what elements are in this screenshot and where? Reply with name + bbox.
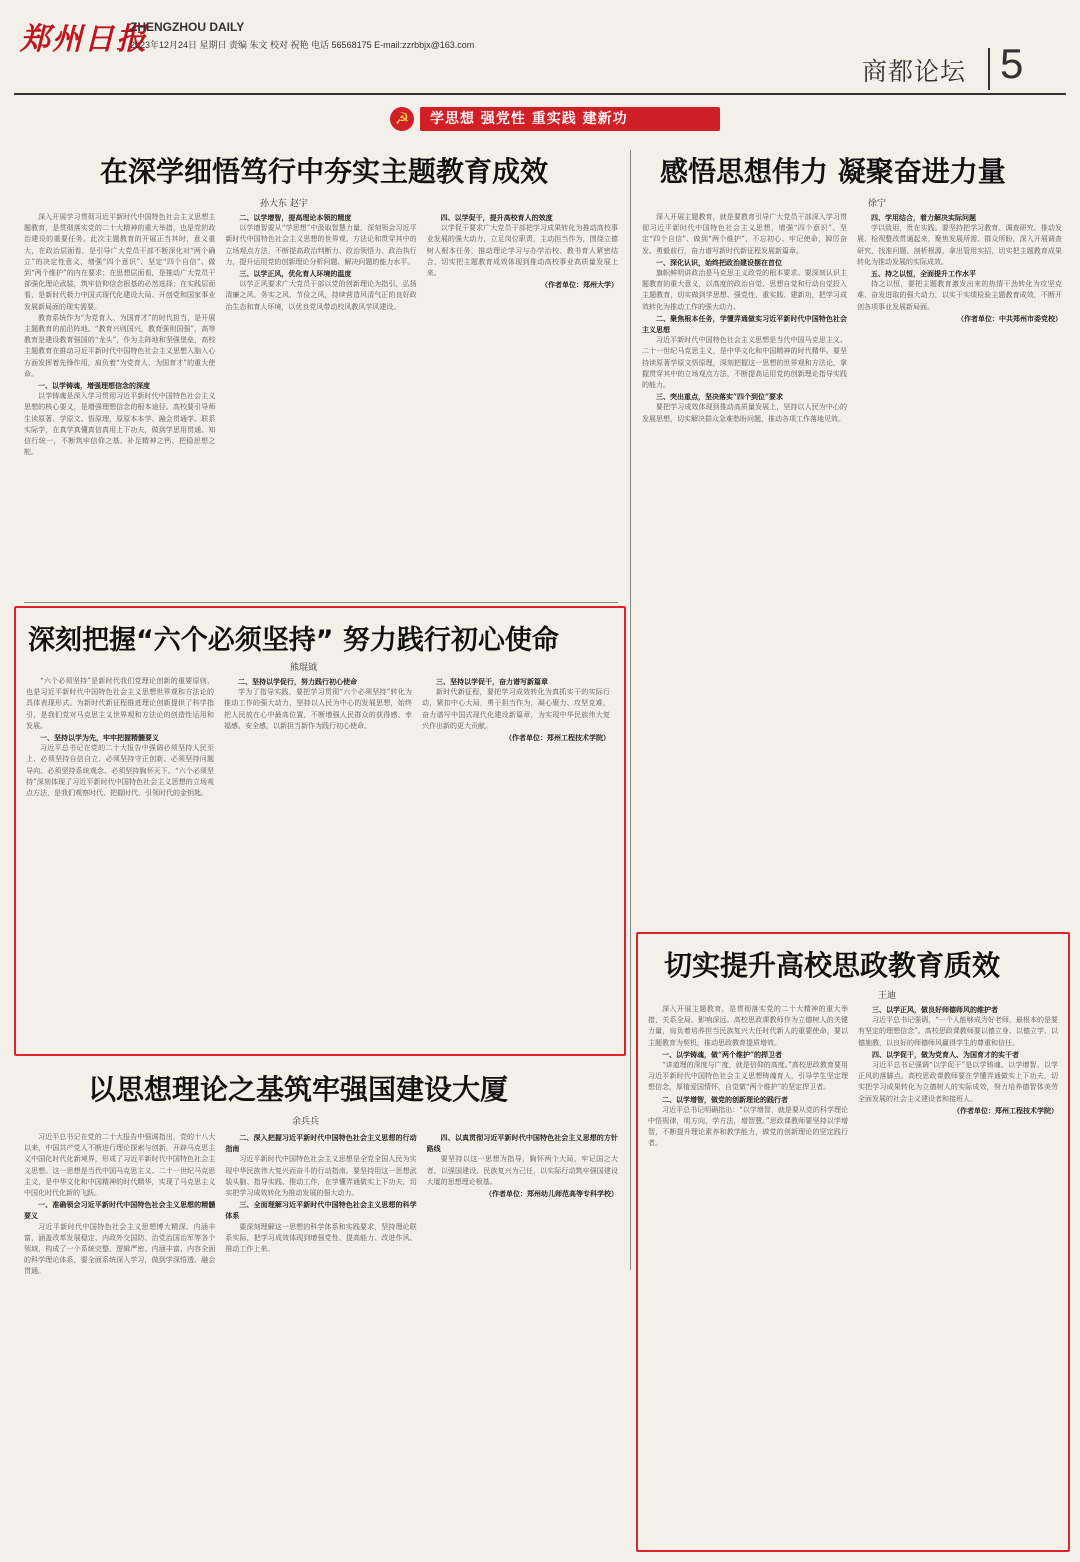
column-divider: [630, 150, 631, 1270]
dateline: 2023年12月24日 星期日 责编 朱文 校对 祝艳 电话 56568175 E-mail:zzrbbjx@163.com: [130, 40, 475, 50]
subheading: 二、以学增智，做党的创新理论的践行者: [662, 1094, 788, 1104]
paragraph: 以学促干要求广大党员干部把学习成果转化为推动高校事业发展的强大动力，立足岗位职责，主动担当作为，围绕立德树人根本任务，推动理论学习与办学治校、教书育人紧密结合，切实把主题教育成效体现到推动高校事业高质量发展上来。: [426, 224, 618, 278]
article-2-body: [642, 212, 1062, 946]
paragraph: 学以致用，贵在实践。要坚持把学习教育、调查研究、推动发展、检视整改贯通起来，聚焦发展所需、群众所盼，深入开展调查研究，找准问题、剖析根源，拿出管用实招，切实把主题教育成果转化为推动发展的实际成效。: [857, 224, 1062, 266]
paragraph: 以学增智要从“学思想”中汲取智慧力量，深刻领会习近平新时代中国特色社会主义思想的世界观、方法论和贯穿其中的立场观点方法，不断提高政治判断力、政治领悟力、政治执行力，提升运用党的创新理论分析问题、解决问题的能力水平。: [225, 224, 417, 266]
article-2-title: 感悟思想伟力 凝聚奋进力量: [660, 155, 1006, 188]
divider: [988, 48, 990, 90]
newspaper-logo: 郑州日报: [20, 22, 148, 57]
paragraph: “六个必须坚持”是新时代我们党理论创新的重要原则，也是习近平新时代中国特色社会主义思想世界观和方法论的具体表现形式。为新时代新征程推进理论创新提供了科学指引，是我们党对马克思主义世界观和方法论的创造性运用和发展。: [26, 677, 214, 730]
article-5-col: [858, 1004, 1058, 1542]
author-affiliation: （作者单位：郑州工程技术学院）: [953, 1105, 1058, 1115]
newspaper-english-name: ZHENGZHOU DAILY: [130, 20, 245, 34]
subheading: 四、学用结合，着力解决实际问题: [871, 213, 976, 222]
subheading: 二、聚焦根本任务，学懂弄通做实习近平新时代中国特色社会主义思想: [642, 313, 847, 335]
article-4-title: 以思想理论之基筑牢强国建设大厦: [88, 1073, 509, 1106]
subheading: 一、坚持以学为先，牢牢把握精髓要义: [40, 733, 159, 743]
author-affiliation: （作者单位：郑州工程技术学院）: [505, 733, 610, 743]
paragraph: 要坚持以这一思想为指导，胸怀两个大局，牢记国之大者，以强国建设、民族复兴为己任，以实际行动筑牢强国建设大厦的思想理论根基。: [426, 1155, 618, 1186]
subheading: 三、以学正风，优化育人环境的温度: [239, 269, 352, 279]
subheading: 四、以学促干，提升高校育人的效度: [440, 213, 553, 222]
article-2-col: [857, 212, 1062, 946]
subheading: 一、以学铸魂，做“两个维护”的捍卫者: [662, 1049, 783, 1059]
article-4-author: 余兵兵: [292, 1117, 320, 1127]
article-3-title: 深刻把握“六个必须坚持” 努力践行初心使命: [28, 625, 559, 656]
author-affiliation: （作者单位：中共郑州市委党校）: [957, 313, 1062, 323]
article-3-col: [224, 676, 412, 1046]
paragraph: 深入开展主题教育，是贯彻落实党的二十大精神的重大举措，关系全局、影响深远。高校思政课教师作为立德树人的关键力量，肩负着培养担当民族复兴大任时代新人的重要使命，要以主题教育为契机，推动思政教育提质增效。: [648, 1005, 848, 1047]
page-number: 5: [1000, 40, 1024, 87]
masthead: [0, 0, 1080, 100]
article-1-title: 在深学细悟笃行中夯实主题教育成效: [100, 155, 549, 188]
paragraph: 习近平总书记明确指出：“以学增智，就是要从党的科学理论中悟规律，明方向，学方法，增智慧。”思政课教师要坚持以学增智，不断提升理论素养和教学能力，做党的创新理论的坚定践行者。: [648, 1105, 848, 1148]
paragraph: 习近平总书记在党的二十大报告中强调指出，党的十八大以来，中国共产党人不断进行理论探索与创新，开辟马克思主义中国化时代化新境界，形成了习近平新时代中国特色社会主义思想。这一思想是当代中国马克思主义、二十一世纪马克思主义，是中华文化和中国精神的时代精华，实现了马克思主义中国化时代化新的飞跃。: [24, 1133, 216, 1198]
author-affiliation: （作者单位：郑州幼儿师范高等专科学校）: [484, 1189, 618, 1199]
top-rule: [14, 93, 1066, 95]
article-3-col: [422, 676, 610, 1046]
paragraph: 新时代新征程，要把学习成效转化为真抓实干的实际行动，紧扣中心大局，勇于担当作为，凝心聚力、攻坚克难，奋力谱写中国式现代化建设新篇章，为实现中华民族伟大复兴作出新的更大贡献。: [422, 688, 610, 730]
subheading: 三、全面理解习近平新时代中国特色社会主义思想的科学体系: [225, 1200, 417, 1221]
paragraph: 以学铸魂是深入学习贯彻习近平新时代中国特色社会主义思想的核心要义，是增强理想信念的根本途径。高校要引导师生读原著、学原文、悟原理，原原本本学、融会贯通学、联系实际学，在真学真懂真信真用上下功夫，做到学思用贯通、知信行统一，不断筑牢信仰之基、补足精神之钙、把稳思想之舵。: [24, 392, 216, 457]
subheading: 四、以真贯彻习近平新时代中国特色社会主义思想的方针路线: [426, 1133, 618, 1154]
paragraph: 深入开展主题教育，就是要教育引导广大党员干部深入学习贯彻习近平新时代中国特色社会主义思想，增强“四个意识”、坚定“四个自信”、做到“两个维护”，不忘初心、牢记使命，踔厉奋发、勇毅前行，奋力谱写新时代新征程发展新篇章。: [642, 213, 847, 255]
subheading: 二、深入把握习近平新时代中国特色社会主义思想的行动指南: [225, 1133, 417, 1154]
paragraph: 习近平新时代中国特色社会主义思想是当代中国马克思主义、二十一世纪马克思主义，是中华文化和中国精神的时代精华。要坚持读原著学原文悟原理，深刻把握这一思想的世界观和方法论，掌握贯穿其中的立场观点方法，不断提高运用党的创新理论指导实践的能力。: [642, 336, 847, 390]
paragraph: 旗帜鲜明讲政治是马克思主义政党的根本要求。要深刻认识主题教育的重大意义，以高度的政治自觉、思想自觉和行动自觉投入主题教育，切实做到学思想、强党性、重实践、建新功，把学习成效转化为推动工作的强大动力。: [642, 269, 847, 311]
section-name: 商都论坛: [862, 57, 967, 86]
banner: [380, 103, 860, 135]
article-5-col: [648, 1004, 848, 1542]
paragraph: 要深刻理解这一思想的科学体系和实践要求，坚持理论联系实际，把学习成效体现到增强党性、提高能力、改进作风、推动工作上来。: [225, 1222, 417, 1254]
article-1-col: [24, 212, 215, 598]
paragraph: 习近平新时代中国特色社会主义思想博大精深、内涵丰富，涵盖改革发展稳定、内政外交国防、治党治国治军等各个领域，构成了一个系统完整、逻辑严密、内涵丰富、内容全面的科学理论体系，要全面系统深入学习，做到学深悟透、融会贯通。: [24, 1222, 216, 1276]
paragraph: 习近平总书记在党的二十大报告中强调必须坚持人民至上、必须坚持自信自立、必须坚持守正创新、必须坚持问题导向、必须坚持系统观念、必须坚持胸怀天下。“六个必须坚持”深刻体现了习近平新时代中国特色社会主义思想的立场观点方法，是我们观察时代、把握时代、引领时代的金钥匙。: [26, 744, 214, 798]
banner-text: 学思想 强党性 重实践 建新功: [430, 111, 628, 127]
subheading: 三、突出重点，坚决落实“四个到位”要求: [656, 392, 784, 402]
paragraph: “讲道理的深度与广度，就是信仰的高度。”高校思政教育要用习近平新时代中国特色社会主义思想铸魂育人，引导学生坚定理想信念，厚植爱国情怀，自觉做“两个维护”的坚定捍卫者。: [648, 1061, 848, 1092]
article-2-col: [642, 212, 847, 946]
article-1-col: [427, 212, 618, 598]
party-emblem-icon: ☭: [390, 107, 414, 131]
subheading: 五、持之以恒，全面提升工作水平: [871, 269, 976, 279]
article-4-col: [427, 1132, 618, 1544]
article-1-col: [225, 212, 416, 598]
subheading: 四、以学促干，做为党育人、为国育才的实干者: [872, 1049, 1019, 1059]
article-3-author: 熊琨钺: [290, 663, 318, 673]
paragraph: 学为了指导实践，要把学习贯彻“六个必须坚持”转化为推动工作的强大动力，坚持以人民为中心的发展思想，始终把人民放在心中最高位置，不断增强人民群众的获得感、幸福感、安全感，以新担当新作为践行初心使命。: [224, 688, 412, 730]
paragraph: 习近平总书记强调“以学促干”是以学铸魂、以学增智、以学正风的落脚点。高校思政课教师要在学懂弄通做实上下功夫，切实把学习成果转化为立德树人的实际成效，努力培养德智体美劳全面发展的社会主义建设者和接班人。: [858, 1061, 1058, 1103]
subheading: 三、以学正风，做良好师德师风的维护者: [872, 1005, 998, 1014]
article-1-author: 孙大东 赵宇: [260, 199, 308, 209]
paragraph: 教育系统作为“为党育人、为国育才”的时代担当，是开展主题教育的前沿阵地。“教育兴则国兴，教育强则国强”，高等教育是建设教育强国的“龙头”，作为主阵地和坚强堡垒，高校主题教育在推动习近平新时代中国特色社会主义思想入脑入心方面发挥着先锋作用，肩负着“为党育人、为国育才”的重大使命。: [24, 313, 216, 378]
article-4-body: [24, 1132, 618, 1544]
article-5-title: 切实提升高校思政教育质效: [664, 949, 1001, 982]
article-4-col: [225, 1132, 416, 1544]
article-3-body: [26, 676, 610, 1046]
article-3-col: [26, 676, 214, 1046]
article-5-author: 王迪: [878, 991, 897, 1001]
article-4-col: [24, 1132, 215, 1544]
subheading: 一、深化认识，始终把政治建设摆在首位: [656, 257, 782, 267]
paragraph: 习近平总书记强调，“一个人能够成为好老师，最根本的是要有坚定的理想信念”。高校思政课教师要以德立身、以德立学、以德施教，以良好的师德师风赢得学生的尊重和信任。: [858, 1016, 1058, 1047]
paragraph: 深入开展学习贯彻习近平新时代中国特色社会主义思想主题教育，是贯彻落实党的二十大精神的重大举措，也是党的政治建设的重要任务。此次主题教育的开展正当其时，意义重大，在政治层面看，是引导广大党员干部不断深化对“两个确立”的决定性意义，增强“四个意识”、坚定“四个自信”、做到“两个维护”的内在要求；在思想层面看，是推动广大党员干部强化理论武装，筑牢信仰信念根基的必然选择；在实践层面看，是新时代极力中国式现代化建设大局、开创党和国家事业发展新局面的现实需要。: [24, 213, 216, 311]
article-5-body: [648, 1004, 1058, 1542]
article-1-body: [24, 212, 618, 598]
subheading: 三、坚持以学促干，奋力谱写新篇章: [436, 677, 548, 686]
article-2-author: 徐宁: [868, 199, 887, 209]
paragraph: 要把学习成效体现到推动高质量发展上，坚持以人民为中心的发展思想，切实解决群众急难愁盼问题，推动各项工作落地见效。: [642, 403, 847, 423]
subheading: 二、以学增智，提高理论本领的精度: [239, 213, 352, 222]
subheading: 二、坚持以学促行，努力践行初心使命: [238, 677, 357, 686]
paragraph: 习近平新时代中国特色社会主义思想是全党全国人民为实现中华民族伟大复兴而奋斗的行动指南。要坚持用这一思想武装头脑、指导实践、推动工作，在学懂弄通做实上下功夫，切实把学习成效转化为推动发展的强大动力。: [225, 1155, 417, 1198]
subheading: 一、准确领会习近平新时代中国特色社会主义思想的精髓要义: [24, 1200, 216, 1221]
section-divider: [24, 602, 618, 603]
author-affiliation: （作者单位：郑州大学）: [540, 280, 618, 290]
paragraph: 以学正风要求广大党员干部以党的创新理论为指引，弘扬清廉之风、务实之风、节俭之风，持续营造风清气正的良好政治生态和育人环境，以优良党风带动校风教风学风建设。: [225, 280, 417, 311]
paragraph: 持之以恒，要把主题教育激发出来的热情干劲转化为攻坚克难、奋发进取的强大动力，以实干实绩检验主题教育成效，不断开创各项事业发展新局面。: [857, 280, 1062, 311]
subheading: 一、以学铸魂，增强理想信念的深度: [38, 381, 150, 391]
